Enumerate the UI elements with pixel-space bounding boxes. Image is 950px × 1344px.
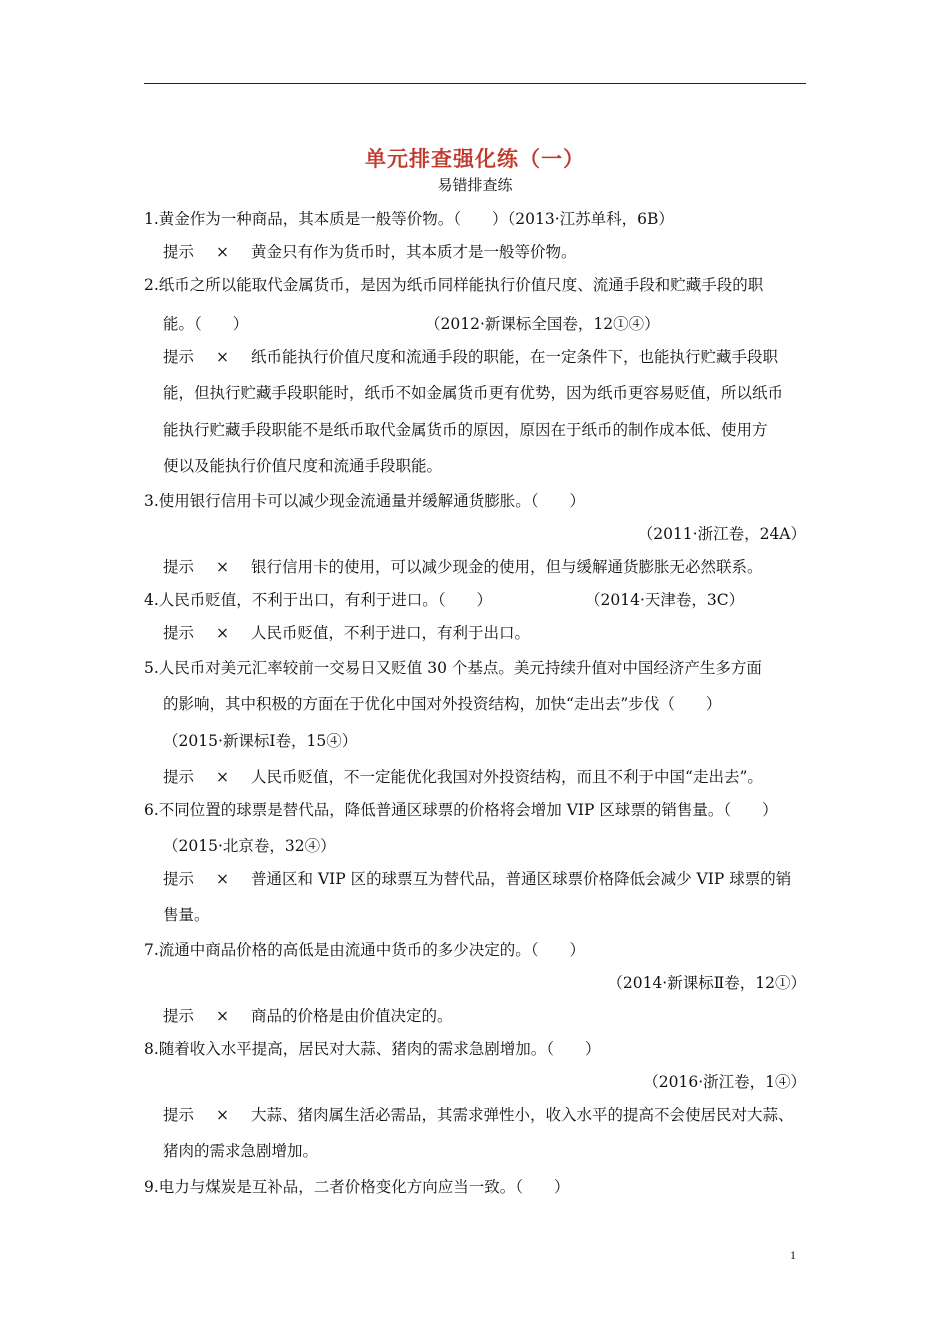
tip-label: 提示: [163, 1007, 195, 1025]
tip-2-line-2: 能，但执行贮藏手段职能时，纸币不如金属货币更有优势，因为纸币更容易贬值，所以纸币: [163, 384, 784, 402]
question-5-source: （2015·新课标Ⅰ卷，15④）: [163, 732, 358, 750]
cross-mark-icon: ×: [216, 870, 230, 888]
tip-text: 纸币能执行价值尺度和流通手段的职能，在一定条件下，也能执行贮藏手段职: [251, 348, 779, 366]
tip-label: 提示: [163, 768, 195, 786]
tip-7: [163, 1005, 806, 1027]
tip-label: 提示: [163, 348, 195, 366]
question-4-text: 4.人民币贬值，不利于出口，有利于进口。（ ）: [144, 591, 493, 609]
question-8: 8.随着收入水平提高，居民对大蒜、猪肉的需求急剧增加。（ ）: [144, 1040, 601, 1058]
tip-text: 人民币贬值，不一定能优化我国对外投资结构，而且不利于中国“走出去”。: [251, 768, 763, 786]
question-7: 7.流通中商品价格的高低是由流通中货币的多少决定的。（ ）: [144, 941, 586, 959]
question-3: 3.使用银行信用卡可以减少现金流通量并缓解通货膨胀。（ ）: [144, 492, 586, 510]
tip-8-line-2: 猪肉的需求急剧增加。: [163, 1142, 319, 1160]
question-4-source: （2014·天津卷，3C）: [585, 591, 745, 609]
question-2-cont: [163, 313, 806, 335]
tip-label: 提示: [163, 624, 195, 642]
tip-1: [163, 241, 806, 263]
question-1: 1.黄金作为一种商品，其本质是一般等价物。（ ）（2013·江苏单科，6B）: [144, 210, 674, 228]
tip-label: 提示: [163, 1106, 195, 1124]
cross-mark-icon: ×: [216, 348, 230, 366]
cross-mark-icon: ×: [216, 1106, 230, 1124]
tip-text: 黄金只有作为货币时，其本质才是一般等价物。: [251, 243, 577, 261]
tip-4: [163, 622, 806, 644]
question-6-source: （2015·北京卷，32④）: [163, 837, 336, 855]
page-title: 单元排查强化练（一）: [365, 146, 585, 171]
question-4: [144, 589, 806, 611]
tip-label: 提示: [163, 870, 195, 888]
tip-text: 商品的价格是由价值决定的。: [251, 1007, 453, 1025]
page-number: 1: [790, 1248, 796, 1262]
tip-label: 提示: [163, 243, 195, 261]
cross-mark-icon: ×: [216, 624, 230, 642]
tip-text: 人民币贬值，不利于进口，有利于出口。: [251, 624, 531, 642]
tip-5: [163, 766, 806, 788]
tip-6-line-2: 售量。: [163, 906, 210, 924]
tip-3: [163, 556, 806, 578]
question-2: 2.纸币之所以能取代金属货币，是因为纸币同样能执行价值尺度、流通手段和贮藏手段的职: [144, 276, 764, 294]
tip-8: [163, 1104, 806, 1126]
tip-2-line-3: 能执行贮藏手段职能不是纸币取代金属货币的原因，原因在于纸币的制作成本低、使用方: [163, 421, 768, 439]
question-6: 6.不同位置的球票是替代品，降低普通区球票的价格将会增加 VIP 区球票的销售量。（ ）: [144, 801, 778, 819]
cross-mark-icon: ×: [216, 558, 230, 576]
tip-6: [163, 868, 806, 890]
question-7-source: （2014·新课标Ⅱ卷，12①）: [607, 974, 806, 992]
question-5-cont: 的影响，其中积极的方面在于优化中国对外投资结构，加快“走出去”步伐（ ）: [163, 695, 722, 713]
question-2-blank: 能。（ ）: [163, 315, 249, 333]
page-subtitle: 易错排查练: [437, 176, 513, 194]
question-9: 9.电力与煤炭是互补品，二者价格变化方向应当一致。（ ）: [144, 1178, 570, 1196]
header-rule: [144, 83, 806, 84]
tip-label: 提示: [163, 558, 195, 576]
cross-mark-icon: ×: [216, 1007, 230, 1025]
cross-mark-icon: ×: [216, 768, 230, 786]
tip-2: [163, 346, 806, 368]
tip-text: 普通区和 VIP 区的球票互为替代品，普通区球票价格降低会减少 VIP 球票的销: [251, 870, 792, 888]
question-5: 5.人民币对美元汇率较前一交易日又贬值 30 个基点。美元持续升值对中国经济产生多方面: [144, 659, 762, 677]
question-2-source: （2012·新课标全国卷，12①④）: [425, 315, 660, 333]
cross-mark-icon: ×: [216, 243, 230, 261]
tip-text: 银行信用卡的使用，可以减少现金的使用，但与缓解通货膨胀无必然联系。: [251, 558, 763, 576]
question-8-source: （2016·浙江卷，1④）: [643, 1073, 806, 1091]
tip-2-line-4: 便以及能执行价值尺度和流通手段职能。: [163, 457, 443, 475]
question-3-source: （2011·浙江卷，24A）: [637, 525, 806, 543]
tip-text: 大蒜、猪肉属生活必需品，其需求弹性小，收入水平的提高不会使居民对大蒜、: [251, 1106, 794, 1124]
